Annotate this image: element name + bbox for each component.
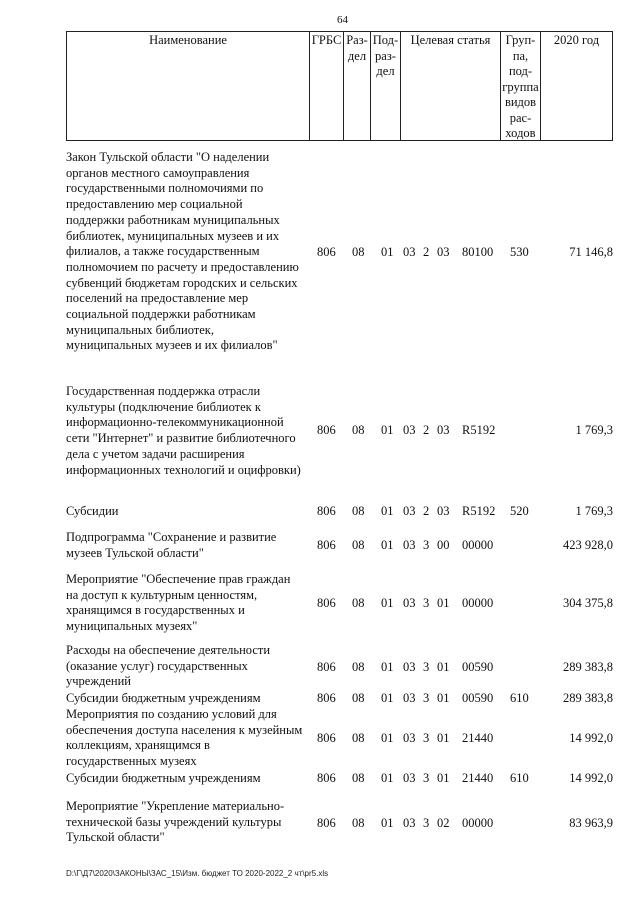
cell-razdel: 08 xyxy=(352,596,365,610)
cell-target-program: 03 xyxy=(403,504,416,518)
cell-target-subprogram: 3 xyxy=(423,691,430,705)
cell-target-subprogram: 2 xyxy=(423,245,430,259)
cell-target-measure: 01 xyxy=(437,731,450,745)
cell-grbs: 806 xyxy=(317,660,336,674)
cell-target-subprogram: 3 xyxy=(423,771,430,785)
cell-target-program: 03 xyxy=(403,596,416,610)
cell-target-program: 03 xyxy=(403,423,416,437)
header-grbs: ГРБС xyxy=(310,32,344,140)
cell-podrazdel: 01 xyxy=(381,596,394,610)
cell-razdel: 08 xyxy=(352,660,365,674)
cell-razdel: 08 xyxy=(352,816,365,830)
cell-grbs: 806 xyxy=(317,596,336,610)
cell-name: Подпрограмма "Сохранение и развитие музеев Тульской области" xyxy=(66,530,277,560)
cell-razdel: 08 xyxy=(352,423,365,437)
cell-grbs: 806 xyxy=(317,245,336,259)
cell-target-measure: 01 xyxy=(437,596,450,610)
file-path-footer: D:\Г\Д7\2020\ЗАКОНЫ\ЗАС_15\Изм. бюджет ТО 2020-2022_2 чт\рr5.xls xyxy=(66,869,329,878)
cell-target-direction: R5192 xyxy=(462,504,496,518)
cell-grbs: 806 xyxy=(317,538,336,552)
header-podrazdel: Под- раз- дел xyxy=(371,32,401,140)
cell-name: Субсидии бюджетным учреждениям xyxy=(66,691,261,705)
cell-target-measure: 01 xyxy=(437,660,450,674)
cell-grbs: 806 xyxy=(317,504,336,518)
header-target-article: Целевая статья xyxy=(401,32,501,140)
cell-expense-group: 610 xyxy=(510,691,529,705)
cell-target-program: 03 xyxy=(403,660,416,674)
cell-target-measure: 03 xyxy=(437,423,450,437)
cell-target-direction: R5192 xyxy=(462,423,496,437)
cell-target-direction: 00590 xyxy=(462,691,494,705)
cell-target-measure: 01 xyxy=(437,691,450,705)
cell-podrazdel: 01 xyxy=(381,423,394,437)
cell-amount: 304 375,8 xyxy=(563,596,613,610)
cell-target-subprogram: 3 xyxy=(423,660,430,674)
cell-target-direction: 80100 xyxy=(462,245,494,259)
cell-name: Субсидии xyxy=(66,504,119,518)
cell-podrazdel: 01 xyxy=(381,816,394,830)
cell-amount: 14 992,0 xyxy=(569,771,613,785)
cell-target-subprogram: 3 xyxy=(423,731,430,745)
cell-target-measure: 02 xyxy=(437,816,450,830)
header-name: Наименование xyxy=(67,32,310,140)
cell-target-measure: 03 xyxy=(437,504,450,518)
cell-target-direction: 00000 xyxy=(462,538,494,552)
cell-name: Государственная поддержка отрасли культуры (подключение библиотек к информационно-телекоммуникационной сети "Интернет" и развитие библиотечного дела с учетом задачи расширения информационных технологий и оцифровки) xyxy=(66,384,301,477)
cell-name: Субсидии бюджетным учреждениям xyxy=(66,771,261,785)
cell-target-program: 03 xyxy=(403,538,416,552)
cell-amount: 289 383,8 xyxy=(563,660,613,674)
cell-amount: 1 769,3 xyxy=(575,423,613,437)
cell-target-direction: 00000 xyxy=(462,596,494,610)
cell-podrazdel: 01 xyxy=(381,731,394,745)
cell-target-program: 03 xyxy=(403,731,416,745)
cell-amount: 423 928,0 xyxy=(563,538,613,552)
cell-expense-group: 530 xyxy=(510,245,529,259)
cell-name: Закон Тульской области "О наделении органов местного самоуправления государственными полномочиями по предоставлению мер социальной поддержки работникам муниципальных библиотек, муниципальных музеев и их филиалов, а также государственным полномочием по расчету и предоставлению субвенций бюджетам городских и сельских поселений на предоставление мер социальной поддержки работникам муниципальных библиотек, муниципальных музеев и их филиалов" xyxy=(66,150,299,353)
cell-razdel: 08 xyxy=(352,538,365,552)
cell-amount: 1 769,3 xyxy=(575,504,613,518)
cell-expense-group: 520 xyxy=(510,504,529,518)
cell-target-program: 03 xyxy=(403,245,416,259)
cell-podrazdel: 01 xyxy=(381,771,394,785)
cell-grbs: 806 xyxy=(317,423,336,437)
cell-razdel: 08 xyxy=(352,691,365,705)
cell-name: Мероприятия по созданию условий для обеспечения доступа населения к музейным коллекциям, хранящимся в государственных музеях xyxy=(66,707,303,769)
cell-target-program: 03 xyxy=(403,816,416,830)
cell-expense-group: 610 xyxy=(510,771,529,785)
cell-target-subprogram: 2 xyxy=(423,423,430,437)
cell-target-program: 03 xyxy=(403,771,416,785)
cell-target-subprogram: 2 xyxy=(423,504,430,518)
cell-target-direction: 21440 xyxy=(462,771,494,785)
page-number: 64 xyxy=(337,14,348,26)
header-expense-group: Груп- па, под- группа видов рас- ходов xyxy=(501,32,541,140)
cell-razdel: 08 xyxy=(352,504,365,518)
cell-podrazdel: 01 xyxy=(381,691,394,705)
cell-amount: 71 146,8 xyxy=(569,245,613,259)
cell-target-subprogram: 3 xyxy=(423,538,430,552)
cell-name: Мероприятие "Укрепление материально- технической базы учреждений культуры Тульской области" xyxy=(66,799,285,845)
cell-target-direction: 00000 xyxy=(462,816,494,830)
cell-podrazdel: 01 xyxy=(381,245,394,259)
cell-grbs: 806 xyxy=(317,771,336,785)
cell-name: Мероприятие "Обеспечение прав граждан на доступ к культурным ценностям, хранящимся в государственных и муниципальных музеях" xyxy=(66,572,291,634)
cell-amount: 14 992,0 xyxy=(569,731,613,745)
cell-grbs: 806 xyxy=(317,816,336,830)
cell-razdel: 08 xyxy=(352,771,365,785)
cell-target-direction: 21440 xyxy=(462,731,494,745)
cell-target-measure: 00 xyxy=(437,538,450,552)
cell-target-subprogram: 3 xyxy=(423,596,430,610)
cell-grbs: 806 xyxy=(317,731,336,745)
cell-name: Расходы на обеспечение деятельности (оказание услуг) государственных учреждений xyxy=(66,643,271,689)
cell-target-direction: 00590 xyxy=(462,660,494,674)
cell-target-measure: 03 xyxy=(437,245,450,259)
cell-target-program: 03 xyxy=(403,691,416,705)
cell-target-subprogram: 3 xyxy=(423,816,430,830)
header-year: 2020 год xyxy=(553,33,600,47)
table-header xyxy=(66,31,613,141)
cell-podrazdel: 01 xyxy=(381,538,394,552)
cell-amount: 289 383,8 xyxy=(563,691,613,705)
cell-podrazdel: 01 xyxy=(381,504,394,518)
header-razdel: Раз- дел xyxy=(344,32,371,140)
cell-grbs: 806 xyxy=(317,691,336,705)
cell-amount: 83 963,9 xyxy=(569,816,613,830)
cell-razdel: 08 xyxy=(352,731,365,745)
cell-target-measure: 01 xyxy=(437,771,450,785)
cell-razdel: 08 xyxy=(352,245,365,259)
cell-podrazdel: 01 xyxy=(381,660,394,674)
